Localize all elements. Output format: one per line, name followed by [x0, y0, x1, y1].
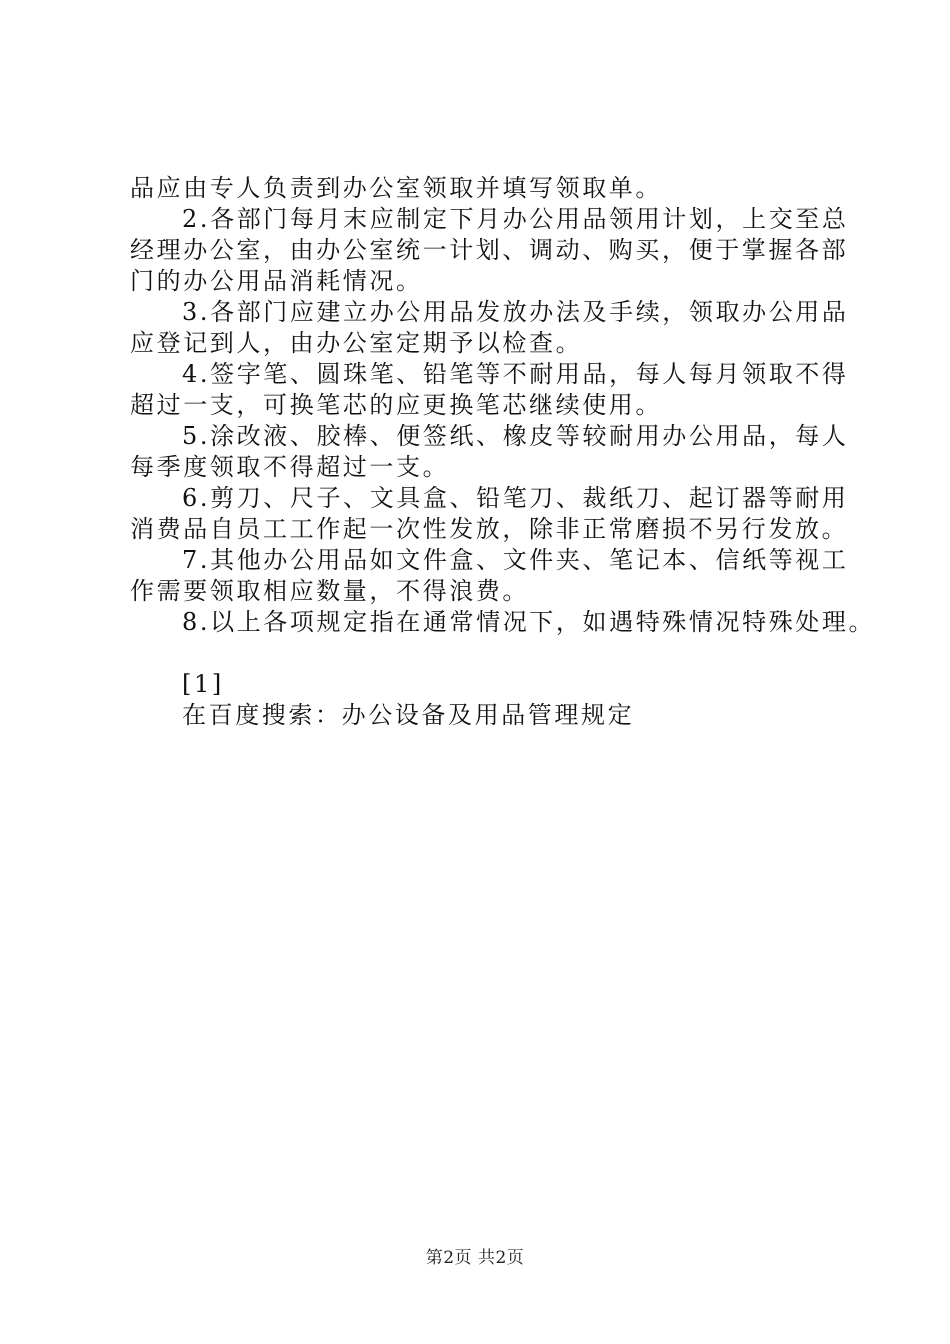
text-line: 作需要领取相应数量，不得浪费。 — [130, 577, 529, 605]
text-line: 8.以上各项规定指在通常情况下，如遇特殊情况特殊处理。 — [182, 608, 876, 636]
text-line: 消费品自员工工作起一次性发放，除非正常磨损不另行发放。 — [130, 515, 849, 543]
text-line: 4.签字笔、圆珠笔、铅笔等不耐用品，每人每月领取不得 — [182, 360, 849, 388]
text-line: 6.剪刀、尺子、文具盒、铅笔刀、裁纸刀、起订器等耐用 — [182, 484, 849, 512]
text-line: 7.其他办公用品如文件盒、文件夹、笔记本、信纸等视工 — [182, 546, 849, 574]
document-body — [130, 173, 876, 731]
text-line: 3.各部门应建立办公用品发放办法及手续，领取办公用品 — [182, 298, 849, 326]
page-footer: 第2页 共2页 — [425, 1248, 525, 1268]
reference-mark: [1] — [182, 670, 224, 698]
text-line: 门的办公用品消耗情况。 — [130, 267, 423, 295]
text-line: 2.各部门每月末应制定下月办公用品领用计划，上交至总 — [182, 205, 849, 233]
text-line: 应登记到人，由办公室定期予以检查。 — [130, 329, 583, 357]
text-line: 经理办公室，由办公室统一计划、调动、购买，便于掌握各部 — [130, 236, 849, 264]
text-line: 每季度领取不得超过一支。 — [130, 453, 450, 481]
text-line: 5.涂改液、胶棒、便签纸、橡皮等较耐用办公用品，每人 — [182, 422, 849, 450]
paragraph-gap — [130, 638, 850, 669]
search-hint: 在百度搜索：办公设备及用品管理规定 — [182, 701, 635, 729]
text-line: 品应由专人负责到办公室领取并填写领取单。 — [130, 174, 662, 202]
text-line: 超过一支，可换笔芯的应更换笔芯继续使用。 — [130, 391, 662, 419]
